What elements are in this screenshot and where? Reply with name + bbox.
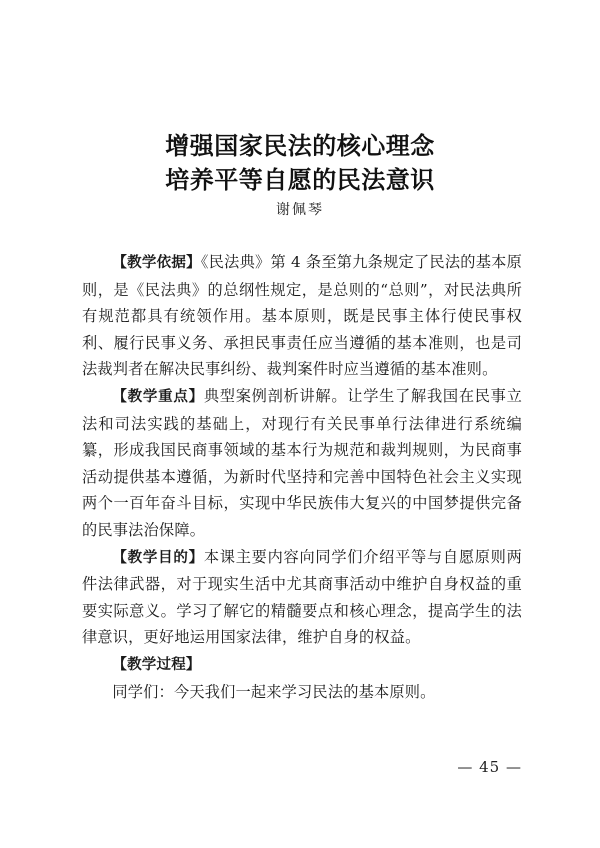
paragraph-teaching-process bbox=[82, 651, 522, 679]
author: 谢佩琴 bbox=[276, 202, 324, 218]
paragraph-teaching-purpose bbox=[82, 544, 522, 651]
paragraph-text: 同学们：今天我们一起来学习民法的基本原则。 bbox=[112, 682, 436, 701]
paragraph-teaching-basis bbox=[82, 249, 522, 383]
section-heading: 【教学过程】 bbox=[112, 656, 201, 673]
page-number: — 45 — bbox=[457, 758, 522, 776]
section-heading: 【教学目的】 bbox=[112, 549, 204, 566]
title-line-1: 增强国家民法的核心理念 bbox=[165, 131, 435, 160]
section-heading: 【教学依据】 bbox=[112, 255, 201, 271]
body-text bbox=[82, 249, 522, 705]
title-line-2: 培养平等自愿的民法意识 bbox=[165, 165, 435, 194]
paragraph-text: 本课主要内容向同学们介绍平等与自愿原则两件法律武器，对于现实生活中尤其商事活动中维护自身权益的重要实际意义。学习了解它的精髓要点和核心理念，提高学生的法律意识，更好地运用国家法律，维护自身的权益。 bbox=[82, 547, 523, 647]
section-heading: 【教学重点】 bbox=[112, 388, 204, 405]
paragraph-greeting bbox=[82, 679, 522, 706]
paragraph-text: 《民法典》第 4 条至第九条规定了民法的基本原则，是《民法典》的总纲性规定，是总则的“总则”，对民法典所有规范都具有统领作用。基本原则，既是民事主体行使民事权利、履行民事义务、承担民事责任应当遵循的基本准则，也是司法裁判者在解决民事纠纷、裁判案件时应当遵循的基本准则。 bbox=[82, 253, 522, 379]
paragraph-teaching-focus bbox=[82, 383, 522, 544]
paragraph-text: 典型案例剖析讲解。让学生了解我国在民事立法和司法实践的基础上，对现行有关民事单行法律进行系统编纂，形成我国民商事领域的基本行为规范和裁判规则，为民商事活动提供基本遵循，为新时代坚持和完善中国特色社会主义实现两个一百年奋斗目标，实现中华民族伟大复兴的中国梦提供完备的民事法治保障。 bbox=[82, 386, 523, 539]
